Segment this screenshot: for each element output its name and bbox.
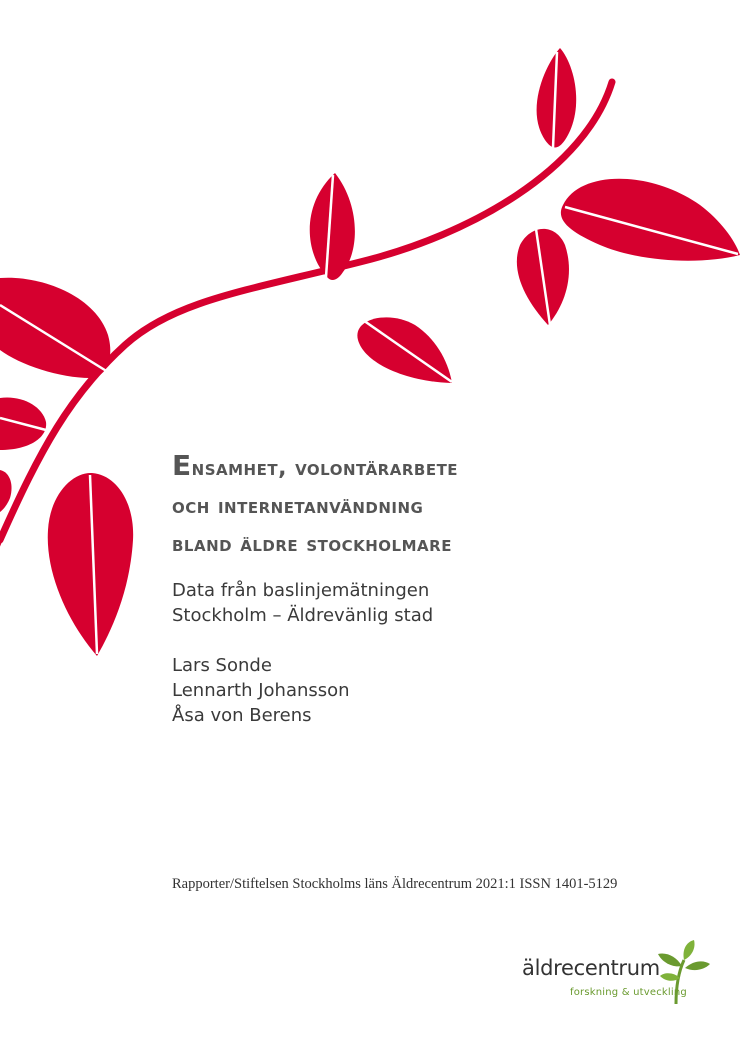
author-name: Lars Sonde — [172, 655, 272, 676]
leaf-left-large — [0, 278, 110, 378]
logo-tagline: forskning & utveckling — [570, 987, 687, 998]
leaf-right-large — [561, 179, 740, 261]
leaf-lower-middle — [357, 317, 452, 383]
title-line-1: Ensamhet, volontärarbete — [172, 449, 459, 482]
series-info: Rapporter/Stiftelsen Stockholms läns Äldrecentrum 2021:1 ISSN 1401-5129 — [172, 876, 618, 892]
author-name: Lennarth Johansson — [172, 680, 350, 701]
leaf-top — [537, 48, 577, 148]
subtitle-line: Stockholm – Äldrevänlig stad — [172, 605, 434, 626]
leaf-left-tiny — [0, 470, 12, 512]
report-subtitle — [172, 578, 433, 628]
subtitle-line: Data från baslinjemätningen — [172, 580, 430, 601]
logo-wordmark: äldrecentrum — [522, 956, 660, 980]
leaf-left-small — [0, 397, 46, 450]
title-line-2: och internetanvändning — [172, 494, 424, 519]
report-title — [172, 447, 712, 564]
author-name: Åsa von Berens — [172, 705, 312, 726]
title-line-3: bland äldre stockholmare — [172, 532, 452, 557]
leaf-bottom — [48, 473, 133, 656]
author-list — [172, 653, 350, 728]
leaf-right-middle — [517, 222, 569, 325]
aldrecentrum-logo — [522, 938, 722, 1008]
